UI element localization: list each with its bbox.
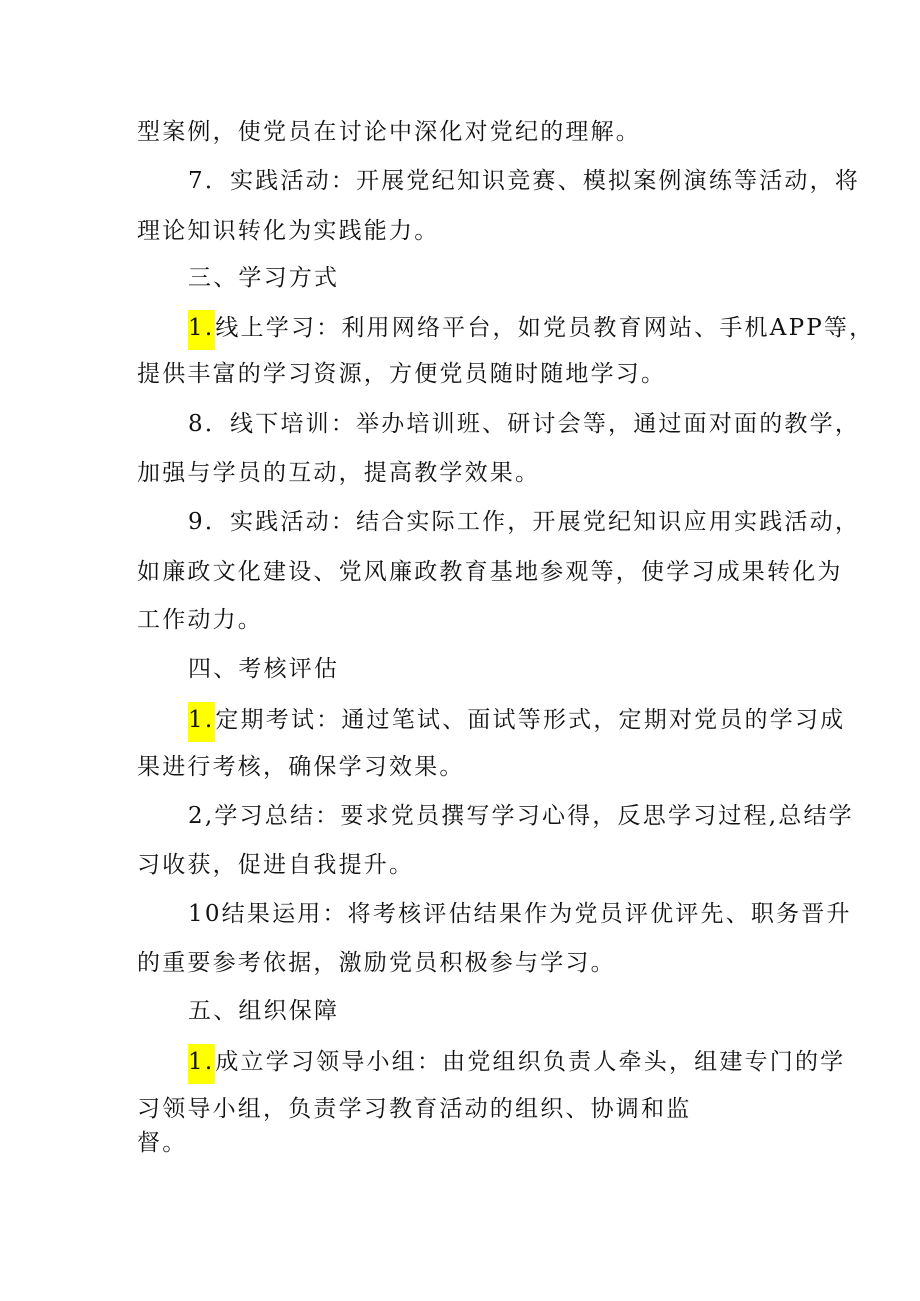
- paragraph-line: [137, 116, 641, 148]
- line-text: 8．线下培训：举办培训班、研讨会等，通过面对面的教学，: [188, 411, 861, 437]
- line-text: 督。: [137, 1130, 188, 1156]
- line-text: 7．实践活动：开展党纪知识竞赛、模拟案例演练等活动，将: [188, 168, 861, 194]
- section-heading: [188, 262, 339, 294]
- line-text: 如廉政文化建设、党风廉政教育基地参观等，使学习成果转化为: [137, 559, 843, 585]
- paragraph-line: [188, 506, 860, 538]
- line-text: 2,学习总结：要求党员撰写学习心得，反思学习过程,总结学: [188, 803, 854, 829]
- line-text: 提供丰富的学习资源，方便党员随时随地学习。: [137, 361, 667, 387]
- section-heading: [188, 653, 339, 685]
- paragraph-line: [137, 947, 616, 979]
- paragraph-line: [137, 556, 843, 588]
- highlighted-number: 1.: [188, 310, 215, 350]
- line-text: 工作动力。: [137, 607, 263, 633]
- line-text: 习领导小组，负责学习教育活动的组织、协调和监: [137, 1096, 692, 1122]
- line-text: 10结果运用：将考核评估结果作为党员评优评先、职务晋升: [188, 901, 852, 927]
- line-text: 果进行考核，确保学习效果。: [137, 754, 465, 780]
- paragraph-line: [137, 358, 666, 390]
- line-text: 线上学习：利用网络平台，如党员教育网站、手机APP等，: [215, 315, 875, 341]
- line-text: 习收获，促进自我提升。: [137, 852, 415, 878]
- paragraph-line: [188, 702, 845, 742]
- highlighted-number: 1.: [188, 1044, 215, 1084]
- paragraph-line: [137, 215, 439, 247]
- paragraph-line: [188, 310, 874, 350]
- paragraph-line: [137, 849, 414, 881]
- heading-text: 五、组织保障: [188, 998, 340, 1024]
- line-text: 的重要参考依据，激励党员积极参与学习。: [137, 950, 616, 976]
- paragraph-line: [188, 898, 852, 930]
- line-text: 定期考试：通过笔试、面试等形式，定期对党员的学习成: [215, 707, 846, 733]
- paragraph-line: [137, 604, 263, 636]
- paragraph-line: [188, 800, 854, 832]
- paragraph-line: [188, 1044, 845, 1084]
- section-heading: [188, 995, 339, 1027]
- highlighted-number: 1.: [188, 702, 215, 742]
- line-text: 理论知识转化为实践能力。: [137, 218, 440, 244]
- paragraph-line: [137, 751, 465, 783]
- line-text: 成立学习领导小组：由党组织负责人牵头，组建专门的学: [215, 1049, 846, 1075]
- line-text: 9．实践活动：结合实际工作，开展党纪知识应用实践活动，: [188, 509, 861, 535]
- line-text: 型案例，使党员在讨论中深化对党纪的理解。: [137, 119, 641, 145]
- paragraph-line: [188, 408, 860, 440]
- heading-text: 三、学习方式: [188, 265, 340, 291]
- line-text: 加强与学员的互动，提高教学效果。: [137, 460, 541, 486]
- paragraph-line: [137, 457, 540, 489]
- heading-text: 四、考核评估: [188, 656, 340, 682]
- paragraph-line: [137, 1093, 691, 1125]
- paragraph-line: [137, 1127, 187, 1159]
- paragraph-line: [188, 165, 860, 197]
